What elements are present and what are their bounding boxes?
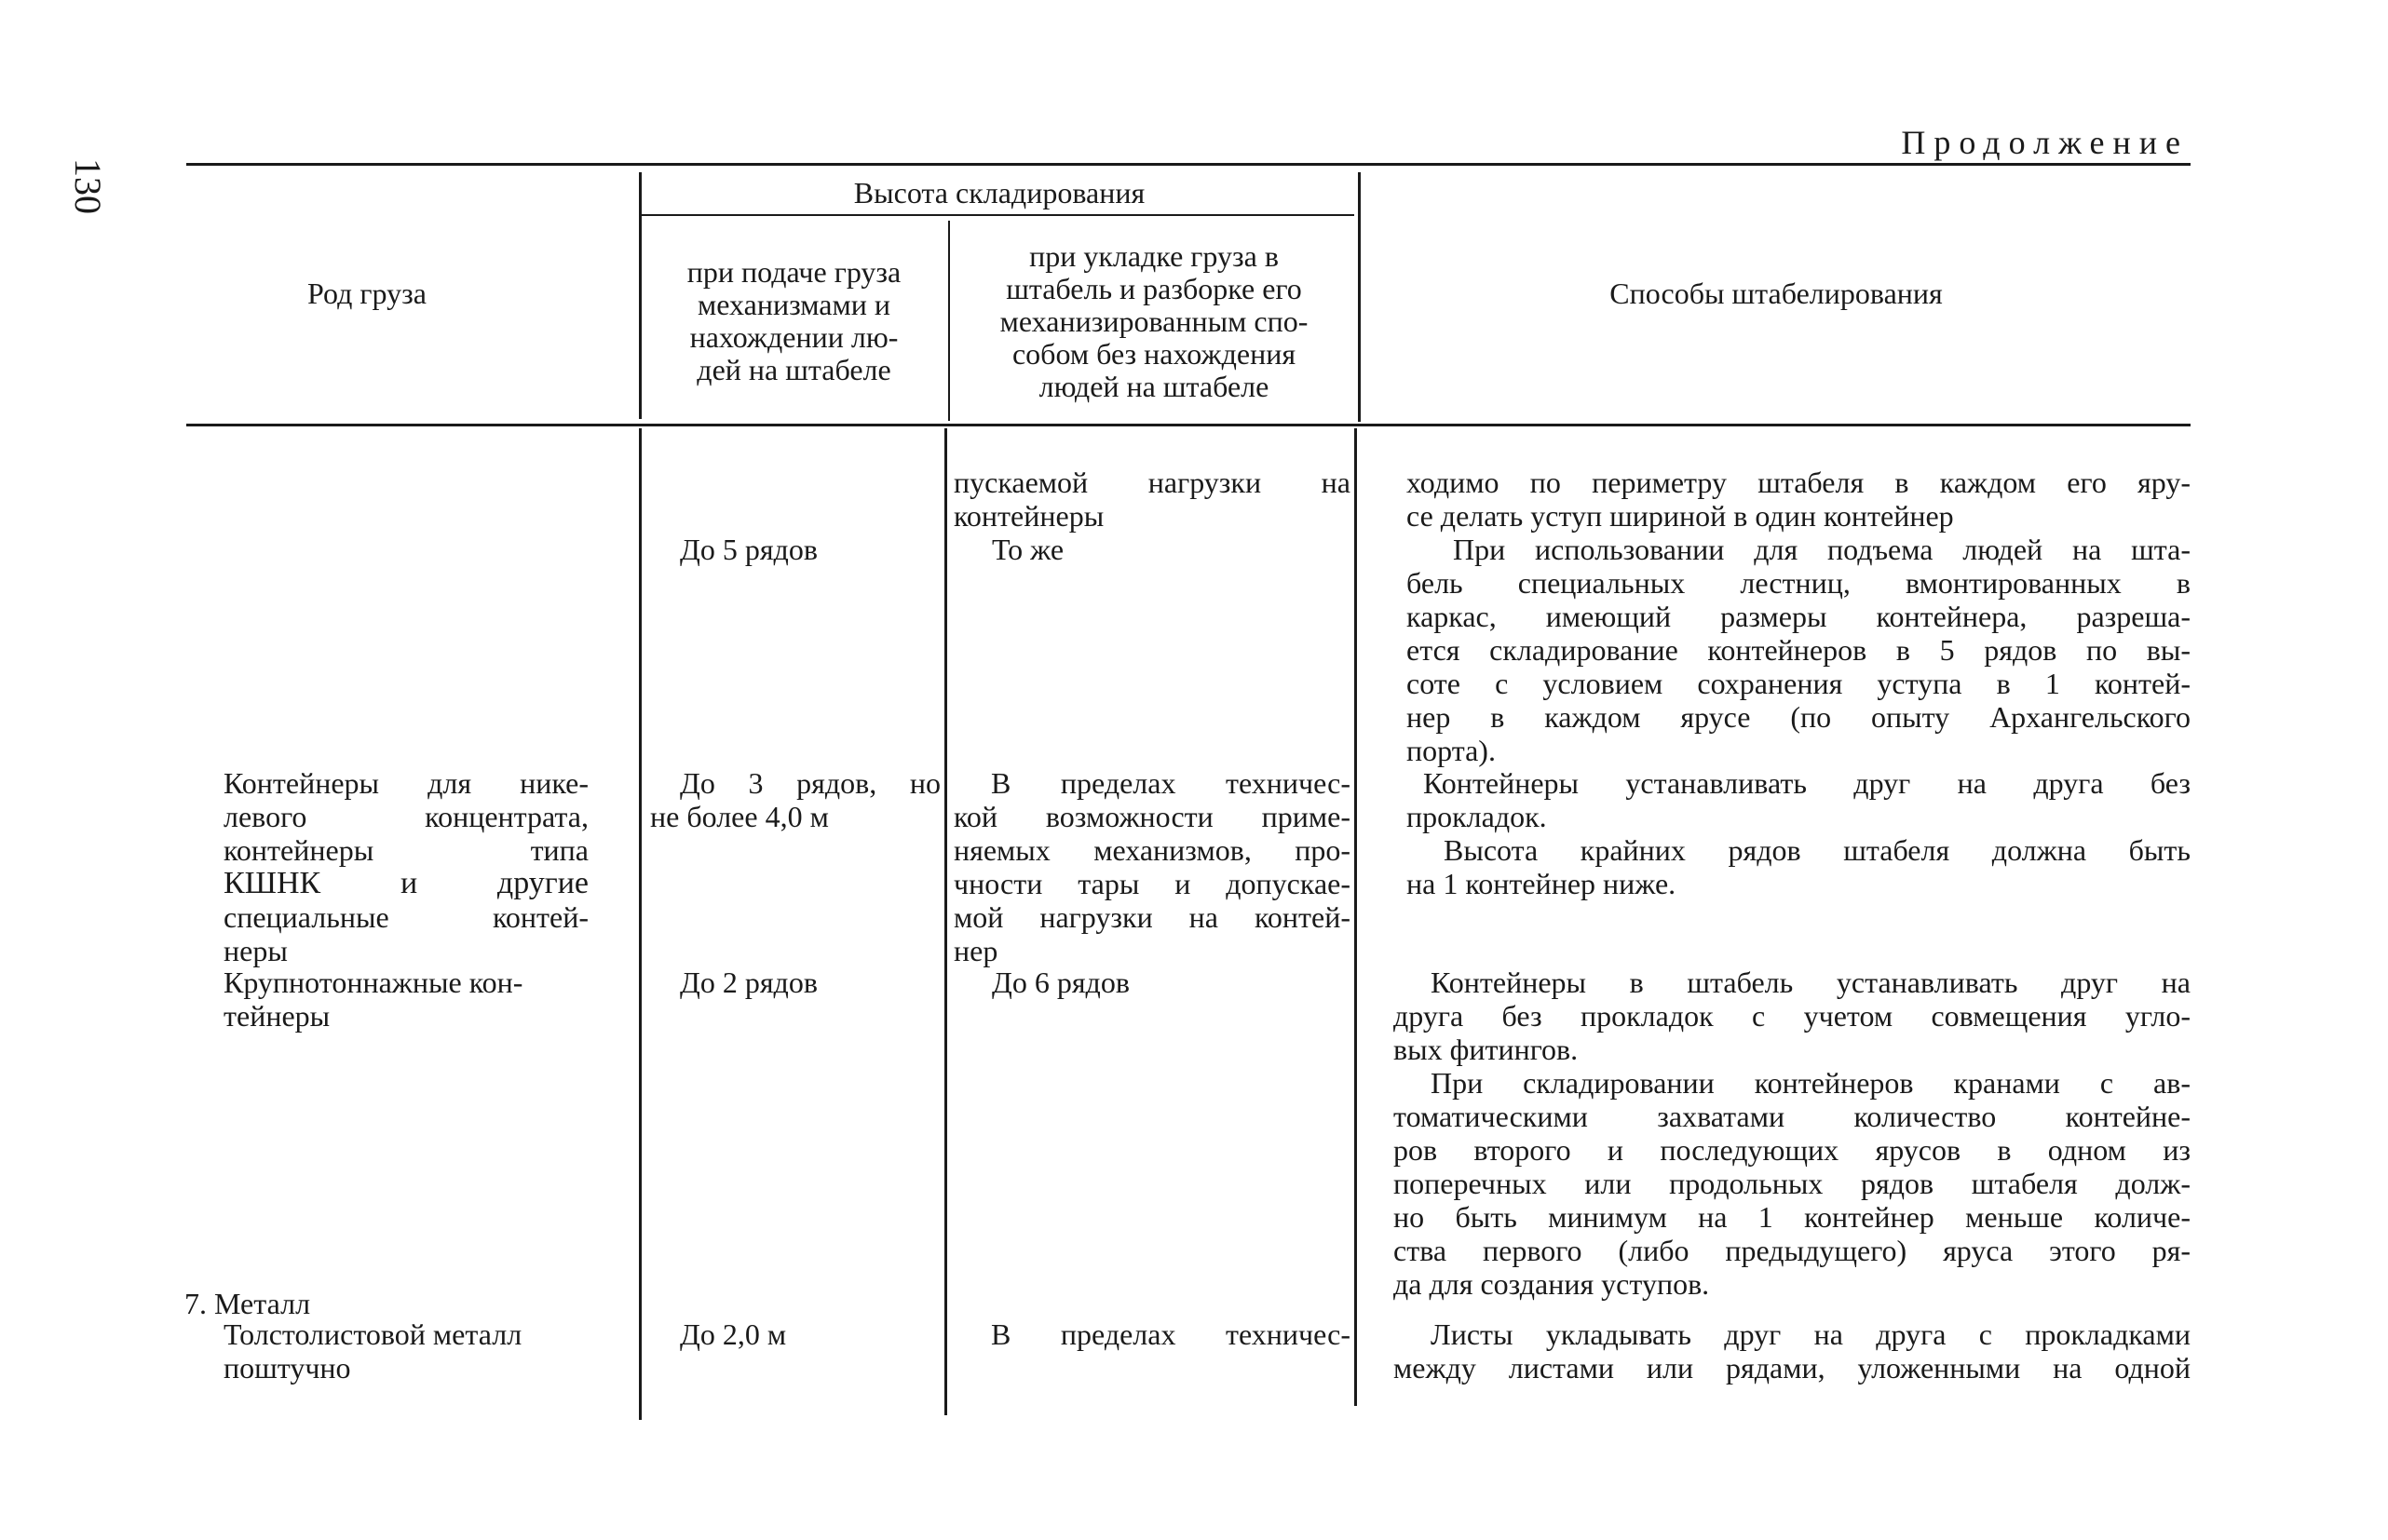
cell-line: Высота крайних рядов штабеля должна быть — [1444, 833, 2191, 867]
cell-line: контейнеры — [954, 499, 1105, 533]
row-a-col4 — [1406, 533, 2191, 767]
cell-line: поштучно — [224, 1351, 351, 1385]
cell-line: вых фитингов. — [1393, 1033, 1579, 1066]
header-col-no-people — [952, 240, 1356, 403]
cell-line: ется складирование контейнеров в 5 рядов по вы- — [1406, 633, 2191, 667]
cell-line: мой нагрузки на контей- — [954, 900, 1350, 934]
row-c-col1 — [224, 966, 589, 1033]
cell-line: се делать уступ шириной в один контейнер — [1406, 499, 1954, 533]
cell-line: нер в каждом ярусе (по опыту Архангельского — [1406, 700, 2191, 734]
cell-line: не более 4,0 м — [650, 800, 829, 833]
vrule-3b — [1354, 428, 1357, 1406]
cell-line: КШНК и другие — [224, 866, 589, 900]
header-line: механизированным спо- — [999, 304, 1309, 338]
row-b-col1 — [224, 766, 589, 967]
cell-line: Контейнеры в штабель устанавливать друг на — [1431, 966, 2191, 999]
cell-line: Листы укладывать друг на друга с прокладками — [1431, 1317, 2191, 1351]
cell-line: бель специальных лестниц, вмонтированных в — [1406, 566, 2191, 600]
cell-line: В пределах техничес- — [991, 1317, 1350, 1351]
cell-line: неры — [224, 934, 288, 967]
cell-line: В пределах техничес- — [991, 766, 1350, 800]
vrule-3 — [1358, 172, 1361, 422]
row-d-col2: До 2,0 м — [680, 1317, 787, 1351]
header-line: механизмами и — [698, 288, 890, 321]
group-header-rule — [641, 214, 1354, 216]
header-line: при укладке груза в — [1029, 239, 1279, 273]
cell-line: каркас, имеющий размеры контейнера, разреша- — [1406, 600, 2191, 633]
cell-line: да для создания уступов. — [1393, 1267, 1710, 1301]
cell-line: чности тары и допускае- — [954, 867, 1350, 900]
header-line: при подаче груза — [686, 255, 902, 289]
cell-line: Контейнеры устанавливать друг на друга без — [1423, 766, 2191, 800]
carryover-col4 — [1406, 466, 2191, 533]
continuation-label: Продолжение — [1901, 124, 2189, 161]
carryover-col3 — [954, 466, 1350, 533]
cell-line: При использовании для подъема людей на шта- — [1453, 533, 2191, 566]
header-col-people-on-stack — [643, 256, 945, 386]
cell-line: друга без прокладок с учетом совмещения угло- — [1393, 999, 2191, 1033]
header-line: собом без нахождения — [1011, 337, 1296, 371]
cell-line: на 1 контейнер ниже. — [1406, 867, 1676, 900]
row-b-col4 — [1406, 766, 2191, 900]
row-d-col4 — [1393, 1317, 2191, 1385]
cell-line: контейнеры типа — [224, 833, 589, 867]
header-storage-height: Высота складирования — [853, 176, 1146, 209]
header-line: людей на штабеле — [1038, 370, 1269, 403]
cell-line: тейнеры — [224, 999, 331, 1033]
header-bottom-rule — [186, 424, 2191, 426]
top-rule — [186, 163, 2191, 166]
vrule-2b — [944, 428, 947, 1415]
cell-line: но быть минимум на 1 контейнер меньше количе- — [1393, 1200, 2191, 1234]
cell-line: поперечных или продольных рядов штабеля долж- — [1393, 1167, 2191, 1200]
vrule-1b — [639, 428, 642, 1420]
header-cargo-type: Род груза — [307, 277, 427, 310]
vrule-2 — [948, 221, 950, 421]
cell-line: ров второго и последующих ярусов в одном из — [1393, 1133, 2191, 1167]
row-c-col4 — [1393, 966, 2191, 1301]
row-b-col2 — [650, 766, 941, 833]
header-stacking-methods: Способы штабелирования — [1609, 277, 1943, 310]
row-a-col2: До 5 рядов — [680, 533, 818, 566]
cell-line: томатическими захватами количество контейне- — [1393, 1100, 2191, 1133]
cell-line: Контейнеры для нике- — [224, 766, 589, 800]
cell-line: прокладок. — [1406, 800, 1547, 833]
cell-line: соте с условием сохранения уступа в 1 контей- — [1406, 667, 2191, 700]
row-a-col3: То же — [992, 533, 1065, 566]
row-c-col3: До 6 рядов — [992, 966, 1130, 999]
header-line: штабель и разборке его — [1006, 272, 1302, 305]
cell-line: нер — [954, 934, 998, 967]
cell-line: ства первого (либо предыдущего) яруса этого ря- — [1393, 1234, 2191, 1267]
cell-line: кой возможности приме- — [954, 800, 1350, 833]
cell-line: пускаемой нагрузки на — [954, 466, 1350, 499]
cell-line: левого концентрата, — [224, 800, 589, 833]
cell-line: между листами или рядами, уложенными на одной — [1393, 1351, 2191, 1385]
cell-line: специальные контей- — [224, 900, 589, 934]
cell-line: При складировании контейнеров кранами с ав- — [1431, 1066, 2191, 1100]
row-c-col2: До 2 рядов — [680, 966, 818, 999]
cell-line: Толстолистовой металл — [224, 1317, 522, 1351]
page-number: 130 — [67, 158, 109, 214]
cell-line: До 3 рядов, но — [680, 766, 941, 800]
cell-line: няемых механизмов, про- — [954, 833, 1350, 867]
section-metal-heading: 7. Металл — [184, 1287, 311, 1320]
cell-line: Крупнотоннажные кон- — [224, 966, 523, 999]
row-b-col3 — [954, 766, 1350, 967]
row-d-col1 — [224, 1317, 596, 1385]
cell-line: ходимо по периметру штабеля в каждом его яру- — [1406, 466, 2191, 499]
header-line: нахождении лю- — [689, 320, 899, 354]
cell-line: порта). — [1406, 734, 1496, 767]
header-line: дей на штабеле — [697, 353, 891, 386]
row-d-col3 — [991, 1317, 1350, 1351]
